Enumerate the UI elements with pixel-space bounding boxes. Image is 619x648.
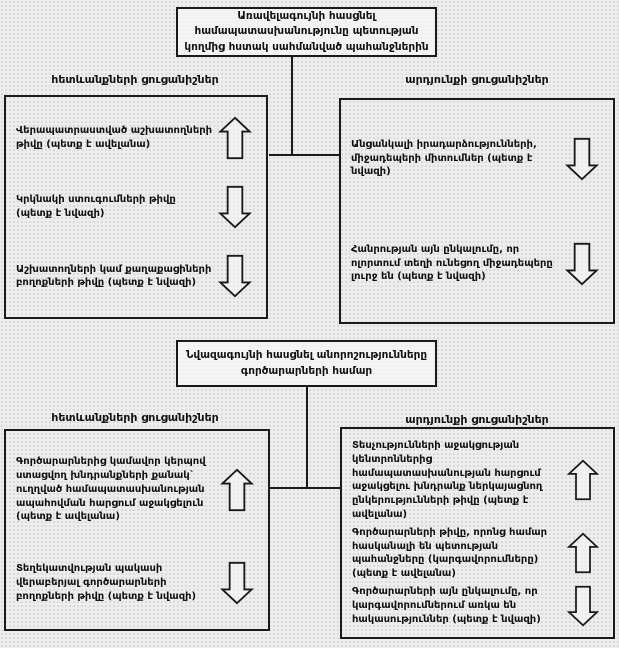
down-arrow-icon (567, 585, 599, 627)
goal-text: Նվազագույնի հասցնել անորոշությունները գործարարների համար (185, 349, 428, 377)
indicator-text: Հանրության այն ընկալումը, որ ոլորտում տեղի ունեցող միջադեպերը լուրջ են (պետք է նվազի) (351, 243, 553, 283)
goal-box-compliance (176, 7, 437, 57)
indicator-item (16, 116, 258, 160)
result-indicators-box (339, 98, 615, 324)
indicator-item (352, 585, 605, 627)
down-arrow-icon (565, 242, 599, 286)
up-arrow-icon (567, 459, 599, 501)
indicator-text: Գործարարների թիվը, որոնց համար հասկանալի են պետության պահանջները (կարգավորումները) (պետք է ավելանա) (352, 526, 548, 580)
connector-line (291, 57, 293, 156)
indicator-text: Տեսչությունների աջակցության կենտրոններից համապատասխանության հարցում աջակցելու խնդրանք ներկայացնող ընկերությունների թիվը (պետք է ավելանա) (352, 440, 543, 520)
down-arrow-icon (218, 185, 252, 229)
down-arrow-icon (565, 137, 599, 181)
indicator-text: Աշխատողների կամ քաղաքացիների բողոքների թիվը (պետք է նվազի) (16, 263, 212, 289)
indicator-text: Գործարարներից կամավոր կերպով ստացվող խնդրանքների քանակ` ուղղված համապատասխանության ապահովման հարցում աջակցելուն (պետք է ավելանա) (16, 456, 206, 523)
up-arrow-icon (220, 468, 254, 512)
indicator-item (16, 455, 260, 524)
indicator-text: Կրկնակի ստուգումների թիվը (պետք է նվազի) (16, 194, 176, 219)
outcome-indicators-box (4, 95, 268, 319)
indicator-item (16, 561, 260, 605)
connector-line (269, 154, 340, 156)
goal-box-uncertainty (176, 340, 437, 387)
indicator-item (16, 185, 258, 229)
indicator-text: Գործարարների այն ընկալումը, որ կարգավորումներում առկա են հակասություններ (պետք է նվազի) (352, 586, 541, 625)
indicator-item (351, 137, 605, 181)
connector-line (306, 387, 308, 489)
indicator-item (16, 254, 258, 298)
right-column-label: արդյունքի ցուցանիշներ (405, 73, 549, 86)
down-arrow-icon (220, 561, 254, 605)
right-column-label: արդյունքի ցուցանիշներ (405, 413, 549, 426)
down-arrow-icon (218, 254, 252, 298)
outcome-indicators-box (4, 429, 270, 631)
result-indicators-box (340, 427, 615, 639)
indicator-item (352, 526, 605, 581)
indicator-item (351, 242, 605, 286)
indicator-item (352, 439, 605, 522)
left-column-label: հետևանքների ցուցանիշներ (51, 73, 219, 86)
up-arrow-icon (567, 532, 599, 574)
connector-line (270, 487, 340, 489)
indicator-text: Վերապատրաստված աշխատողների թիվը (պետք է ավելանա) (16, 124, 213, 150)
indicator-text: Անցանկալի իրադարձությունների, միջադեպերի միտումներ (պետք է նվազի) (351, 138, 537, 178)
up-arrow-icon (218, 116, 252, 160)
left-column-label: հետևանքների ցուցանիշներ (51, 411, 219, 424)
indicator-text: Տեղեկատվության պակասի վերաբերյալ գործարարների բողոքների թիվը (պետք է նվազի) (16, 563, 197, 602)
goal-text: Առավելագույնի հասցնել համապատասխանությունը պետության կողմից հստակ սահմանված պահանջներին (184, 10, 429, 53)
